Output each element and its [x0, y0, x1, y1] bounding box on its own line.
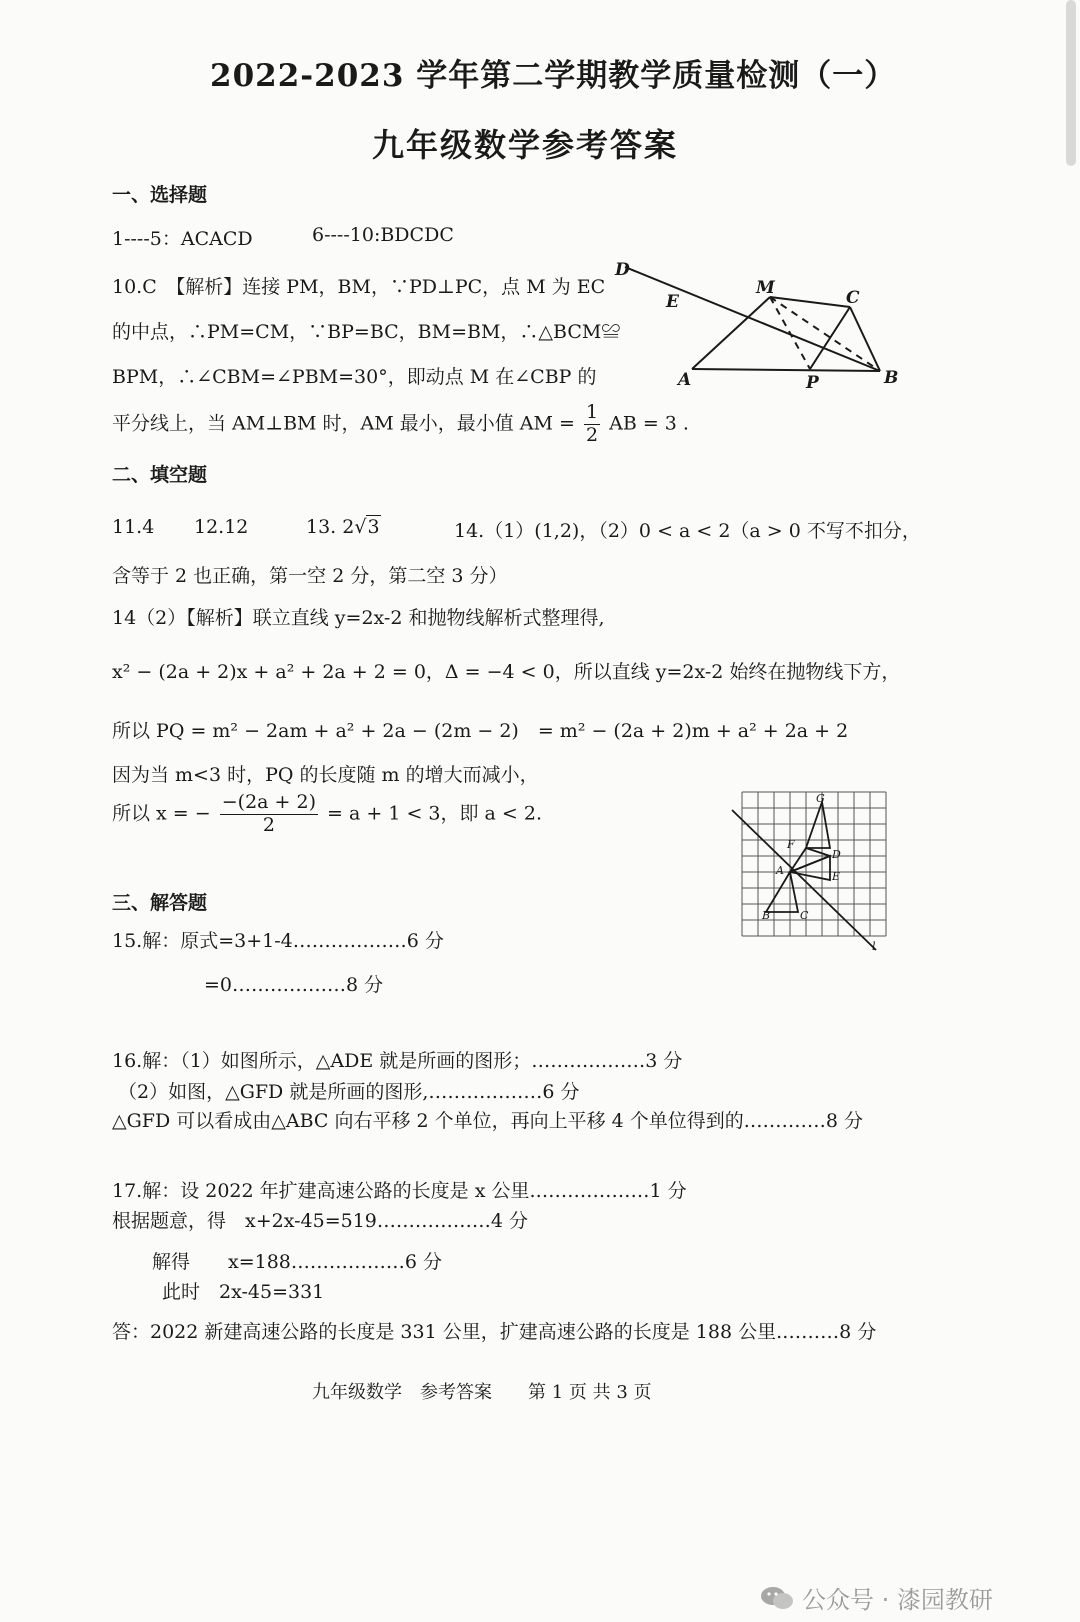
fill-answer-13: 13. 2√3 — [306, 516, 380, 538]
q14-fraction: $\frac{-(2a + 2)}{2}$ — [221, 791, 316, 836]
q14-analysis-line2: x² − (2a + 2)x + a² + 2a + 2 = 0，Δ = −4 < 0，所以直线 y=2x-2 始终在抛物线下方， — [112, 661, 901, 683]
q17-line2: 根据题意，得 x+2x-45=519………………4 分 — [112, 1210, 529, 1232]
fig2-label-C: C — [800, 909, 809, 922]
q17-line5: 答：2022 新建高速公路的长度是 331 公里，扩建高速公路的长度是 188 公里.………8 分 — [112, 1321, 877, 1343]
fig1-label-M: M — [756, 278, 775, 298]
section-heading-choice: 一、选择题 — [112, 184, 208, 206]
section-heading-solutions: 三、解答题 — [112, 892, 208, 914]
page-subtitle: 九年级数学参考答案 — [372, 126, 679, 164]
q15-line1: 15.解：原式=3+1-4………………6 分 — [112, 930, 444, 952]
fig2-label-B: B — [762, 909, 771, 922]
page-title: 2022-2023 学年第二学期教学质量检测（一） — [210, 58, 897, 94]
q17-line4: 此时 2x-45=331 — [162, 1281, 325, 1303]
q15-line2: =0………………8 分 — [204, 974, 384, 996]
sqrt-sign: √ — [354, 516, 367, 538]
fill-answer-14-note: 含等于 2 也正确，第一空 2 分，第二空 3 分） — [112, 565, 508, 587]
fig1-label-P: P — [806, 373, 819, 393]
watermark-text: 公众号 · 漆园教研 — [802, 1586, 993, 1614]
fig1-label-B: B — [884, 368, 899, 388]
q17-line1: 17.解：设 2022 年扩建高速公路的长度是 x 公里.………………1 分 — [112, 1180, 687, 1202]
q10-line4-tail: AB = 3 . — [609, 412, 689, 435]
q10-line4 — [112, 402, 689, 447]
q10-fraction: $\frac{1}{2}$ — [585, 401, 599, 446]
fig2-label-F: F — [787, 838, 795, 851]
fill-answer-12: 12.12 — [194, 516, 249, 538]
q14-analysis-line4: 因为当 m<3 时，PQ 的长度随 m 的增大而减小， — [112, 764, 539, 786]
fig2-label-G: G — [816, 792, 825, 805]
mc-answers-6-10: 6----10:BDCDC — [312, 224, 454, 246]
q16-line3: △GFD 可以看成由△ABC 向右平移 2 个单位，再向上平移 4 个单位得到的.…………8 分 — [112, 1110, 863, 1132]
section-heading-fill: 二、填空题 — [112, 464, 208, 486]
q16-line1: 16.解：（1）如图所示，△ADE 就是所画的图形；………………3 分 — [112, 1050, 683, 1072]
q14-analysis-line1: 14（2）【解析】联立直线 y=2x-2 和抛物线解析式整理得, — [112, 607, 605, 629]
wechat-icon — [760, 1585, 794, 1611]
fig2-label-l: l — [872, 940, 876, 953]
scrollbar[interactable] — [1066, 0, 1076, 166]
fig2-label-D: D — [832, 848, 841, 861]
grid-figure-q16 — [730, 790, 900, 955]
fig1-label-D: D — [615, 260, 630, 280]
fig2-label-A: A — [776, 864, 784, 877]
watermark — [760, 1580, 993, 1615]
mc-answers-1-5: 1----5：ACACD — [112, 228, 253, 250]
q14-analysis-line5: 所以 x = − $\frac{-(2a + 2)}{2}$ = a + 1 < 3，即 a < 2. — [112, 791, 542, 836]
q17-line3: 解得 x=188………………6 分 — [152, 1251, 443, 1273]
fig1-label-C: C — [846, 288, 860, 308]
q14-analysis-line3: 所以 PQ = m² − 2am + a² + 2a − (2m − 2) = m² − (2a + 2)m + a² + 2a + 2 — [112, 720, 849, 742]
q10-line2: 的中点，∴PM=CM，∵BP=BC，BM=BM，∴△BCM≌ — [112, 321, 621, 343]
q10-line4-text: 平分线上，当 AM⊥BM 时，AM 最小，最小值 AM = — [112, 412, 575, 435]
fill-answer-14: 14.（1）(1,2)，（2）0 < a < 2（a > 0 不写不扣分， — [454, 520, 921, 542]
q10-line1: 10.C 【解析】连接 PM，BM，∵PD⊥PC，点 M 为 EC — [112, 276, 606, 298]
geometry-figure-q10 — [610, 255, 920, 395]
page-footer: 九年级数学 参考答案 第 1 页 共 3 页 — [312, 1382, 652, 1403]
fill-answer-11: 11.4 — [112, 516, 155, 538]
fig1-label-E: E — [666, 292, 679, 312]
q10-line3: BPM，∴∠CBM=∠PBM=30°，即动点 M 在∠CBP 的 — [112, 366, 597, 388]
fig1-label-A: A — [678, 370, 692, 390]
fig2-label-E: E — [832, 870, 841, 883]
q16-line2: （2）如图，△GFD 就是所画的图形,………………6 分 — [118, 1081, 580, 1103]
